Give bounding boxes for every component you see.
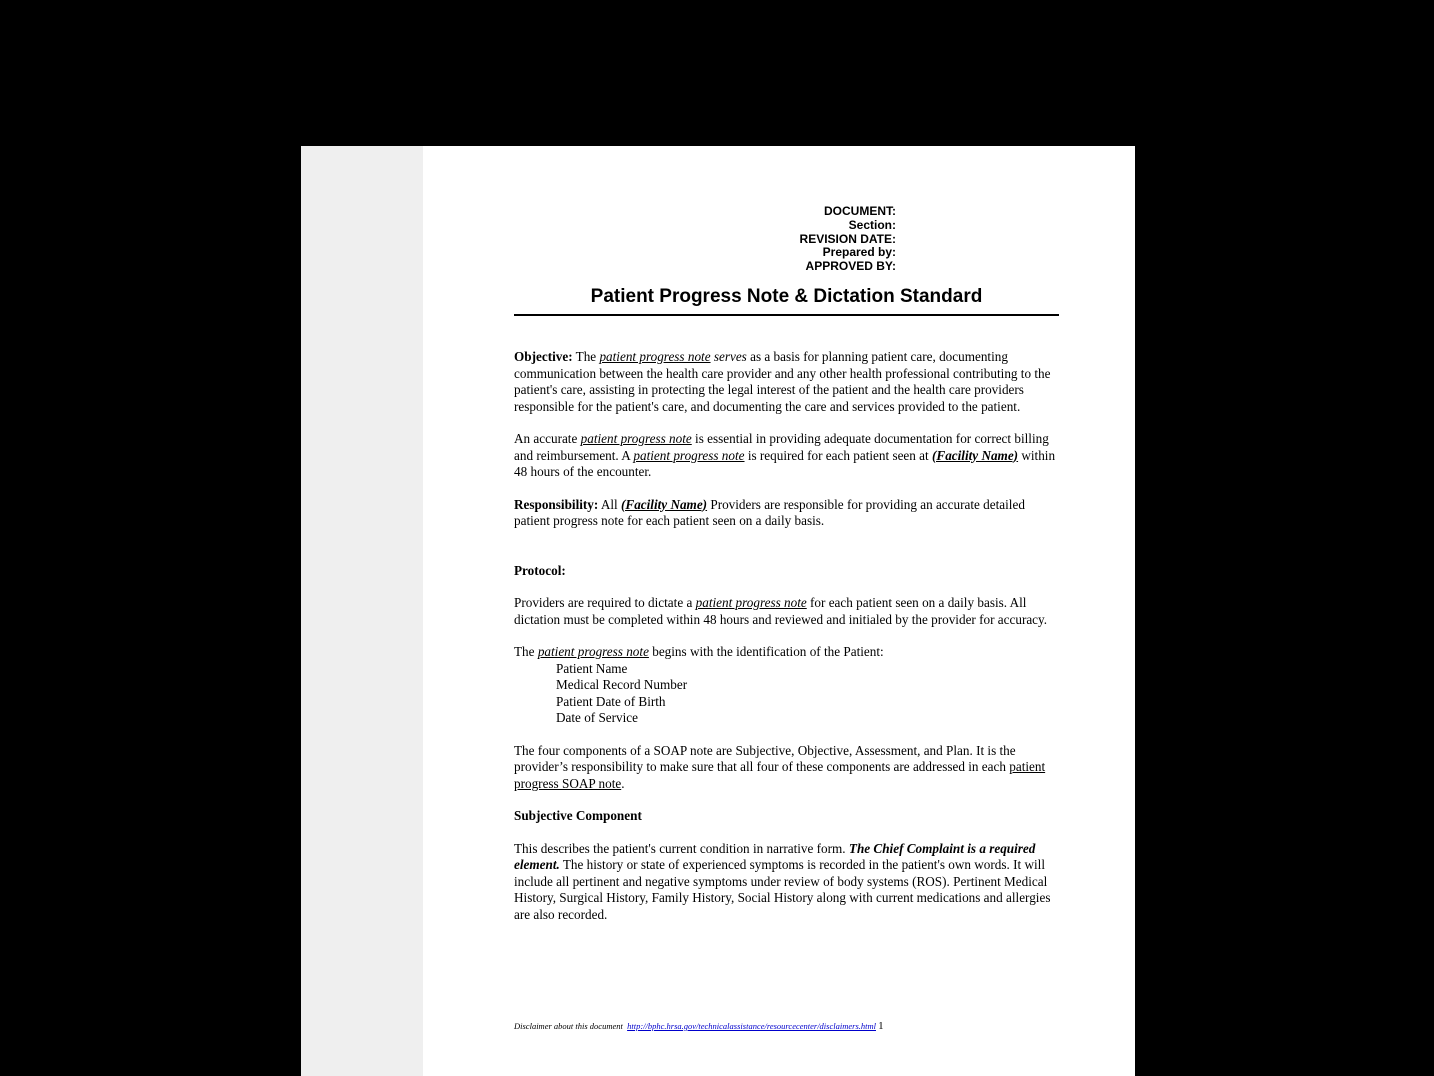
term-patient-progress-note: patient progress note — [633, 447, 745, 463]
soap-paragraph — [514, 743, 1059, 793]
subjective-heading — [514, 808, 1059, 825]
subjective-text-2: The history or state of experienced symptoms is recorded in the patient's own words. It will include all pertinent and negative symptoms under review of body systems (ROS). Pertinent Medical History, Surgical History, Family History, Social History along with current medications and allergies are also recorded. — [514, 857, 1051, 922]
protocol-paragraph — [514, 595, 1059, 628]
responsibility-paragraph — [514, 497, 1059, 530]
facility-name-placeholder: (Facility Name) — [932, 447, 1019, 463]
revision-date-label: REVISION DATE: — [799, 231, 896, 246]
term-soap-note: patient progress SOAP note — [514, 759, 1046, 791]
document-page — [423, 146, 1135, 1076]
list-item: Patient Name — [556, 660, 628, 676]
objective-paragraph — [514, 349, 1059, 415]
protocol-text-2: for each patient seen on a daily basis. All dictation must be completed within 48 hours and reviewed and initialed by the provider for accuracy. — [514, 595, 1048, 627]
section-label: Section: — [848, 217, 896, 232]
objective-label: Objective: — [514, 349, 573, 364]
responsibility-text-2: Providers are responsible for providing an accurate detailed patient progress note for each patient seen on a daily basis. — [514, 496, 1025, 528]
page-gutter — [301, 146, 423, 1076]
protocol-text-1: Providers are required to dictate a — [514, 595, 696, 610]
identification-list — [514, 661, 1059, 727]
term-patient-progress-note: patient progress note — [599, 349, 711, 364]
accurate-text-4: within 48 hours of the encounter. — [514, 447, 1056, 479]
protocol-heading-text: Protocol: — [514, 562, 566, 578]
term-patient-progress-note: patient progress note — [580, 431, 692, 446]
document-title: Patient Progress Note & Dictation Standard — [590, 286, 983, 307]
objective-text-3: as a basis for planning patient care, documenting communication between the health care provider and any other health professional contributing to the patient's care, assisting in protecting the legal interest of the patient and the health care providers responsible for the patient's care, and documenting the care and services provided to the patient. — [514, 349, 1051, 414]
identification-text-2: begins with the identification of the Patient: — [648, 644, 884, 659]
objective-text-1: The — [572, 349, 600, 364]
footnote-marker: 1 — [878, 1020, 884, 1032]
title-divider — [514, 314, 1059, 316]
soap-text-1: The four components of a SOAP note are Subjective, Objective, Assessment, and Plan. It is the provider’s responsibility to make sure that all four of these components are addressed in each — [514, 742, 1016, 774]
accurate-paragraph — [514, 431, 1059, 481]
prepared-by-label: Prepared by: — [822, 245, 896, 260]
disclaimer-link[interactable]: http://bphc.hrsa.gov/technicalassistance/resourcecenter/disclaimers.html — [627, 1021, 876, 1031]
accurate-text-2: is essential in providing adequate documentation for correct billing and reimbursement. A — [514, 431, 1049, 463]
term-patient-progress-note: patient progress note — [537, 644, 649, 659]
term-patient-progress-note: patient progress note — [695, 595, 807, 610]
protocol-heading — [514, 563, 1059, 580]
document-body — [514, 349, 1059, 923]
subjective-paragraph — [514, 841, 1059, 924]
document-header-fields — [723, 205, 896, 274]
subjective-heading-text: Subjective Component — [514, 808, 642, 823]
footer-disclaimer — [514, 1020, 1074, 1032]
subjective-text-1: This describes the patient's current condition in narrative form. — [514, 840, 849, 856]
accurate-text-1: An accurate — [514, 431, 581, 446]
responsibility-text-1: All — [598, 496, 621, 512]
document-label: DOCUMENT: — [824, 204, 896, 218]
list-item: Patient Date of Birth — [556, 693, 666, 709]
facility-name-placeholder: (Facility Name) — [621, 496, 708, 512]
approved-by-label: APPROVED BY: — [805, 259, 896, 274]
disclaimer-label: Disclaimer about this document — [514, 1021, 623, 1031]
objective-serves: serves — [710, 349, 747, 364]
soap-text-2: . — [621, 775, 625, 791]
chief-complaint-emphasis: The Chief Complaint is a required element. — [514, 840, 1036, 872]
list-item: Date of Service — [556, 710, 639, 725]
accurate-text-3: is required for each patient seen at — [744, 447, 932, 463]
identification-text-1: The — [514, 644, 538, 659]
responsibility-label: Responsibility: — [514, 496, 599, 512]
identification-paragraph — [514, 644, 1059, 661]
list-item: Medical Record Number — [556, 677, 688, 692]
